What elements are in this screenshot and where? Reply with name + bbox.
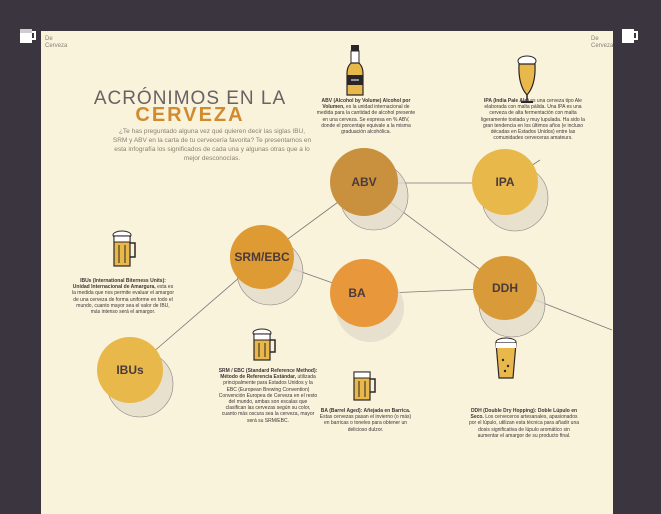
- ipa-description: [478, 98, 588, 141]
- barrel-mug-icon: [354, 372, 375, 400]
- page-title-line2: CERVEZA: [135, 104, 245, 126]
- ipa-label: IPA: [495, 175, 515, 189]
- ddh-desc-title: DDH (Double Dry Hopping): Doble Lúpulo en Seco.: [470, 408, 578, 421]
- ddh-description: [468, 408, 580, 439]
- mug-icon: [113, 231, 135, 266]
- mug-icon: [253, 329, 275, 360]
- ibus-desc-title: IBUs (International Biterness Units): Unidad Internacional de Amargura,: [72, 278, 166, 291]
- srm-label: SRM/EBC: [234, 250, 290, 264]
- srm-desc-body: utilizada principalmente para Estados Unidos y la EBC (European Brewing Convention) Convención Europea de Cerveza en el resto del mundo, ambas son escalas que clasifican las cervezas según su color, cuanto más oscura sea la cerveza, mayor será su SRM/EBC.: [218, 374, 318, 424]
- ddh-label: DDH: [492, 281, 518, 295]
- ibus-label: IBUs: [116, 363, 144, 377]
- header-right-line1: De: [591, 36, 599, 42]
- abv-description: [315, 98, 417, 135]
- ipa-desc-body: es una cerveza tipo Ale elaborada con malta pálida. Una IPA es una cerveza de alta fermentación con malta ligeramente tostada y muy lupulada. Ha sido la gran tendencia en los últimos años (e incluso décadas en Estados Unidos) entre las comunidades cerveceras amateurs.: [481, 98, 585, 142]
- srm-desc-title: SRM / EBC (Standard Reference Method): Método de Referencia Estándar,: [218, 368, 318, 381]
- pint-glass-icon: [496, 338, 516, 378]
- ddh-desc-body: Los cerveceros artesanales, apasionados por el lúpulo, utilizan esta técnica para añadir una dosis significativa de lúpulo aromático sin aumentar el amargor de su producto final.: [468, 414, 580, 439]
- intro-paragraph: ¿Te has preguntado alguna vez qué quieren decir las siglas IBU, SRM y ABV en la carta de tu cervecería favorita? Te presentamos en esta infografía los significados de cada una y algunas otras que a lo mejor desconocías.: [112, 128, 312, 162]
- ba-description: [318, 408, 413, 433]
- abv-desc-title: ABV (Alcohol by Volume) Alcohol por Volumen,: [321, 98, 411, 111]
- header-left-line1: De: [45, 36, 53, 42]
- abv-desc-body: es la unidad internacional de medida para la cantidad de alcohol presente en una cerveza. Se expresa en % ABV, donde el porcentaje equivale a la misma graduación alcohólica.: [316, 104, 416, 136]
- ibus-desc-body: esta es la medida que nos permite evaluar el amargor de una cerveza de forma uniforme en todo el mundo, cuanto mayor sea el valor de IBU, más intenso será el amargor.: [72, 284, 174, 316]
- ibus-description: [72, 278, 174, 315]
- ba-desc-body: Estas cervezas pasan el invierno (o más) en barricas o toneles para obtener un delicioso dulzor.: [319, 414, 412, 433]
- ipa-desc-title: IPA (India Pale Ale): [484, 98, 529, 104]
- srm-description: [218, 368, 318, 424]
- tulip-glass-icon: [518, 56, 536, 102]
- ba-label: BA: [348, 286, 366, 300]
- abv-label: ABV: [351, 175, 377, 189]
- bottle-icon: [347, 45, 363, 95]
- page-title-line1: ACRÓNIMOS EN LA: [93, 88, 287, 109]
- header-left-line2: Cerveza: [45, 43, 68, 49]
- ba-desc-title: BA (Barrel Aged): Añejada en Barrica.: [320, 408, 411, 414]
- header-right-line2: Cerveza: [591, 43, 614, 49]
